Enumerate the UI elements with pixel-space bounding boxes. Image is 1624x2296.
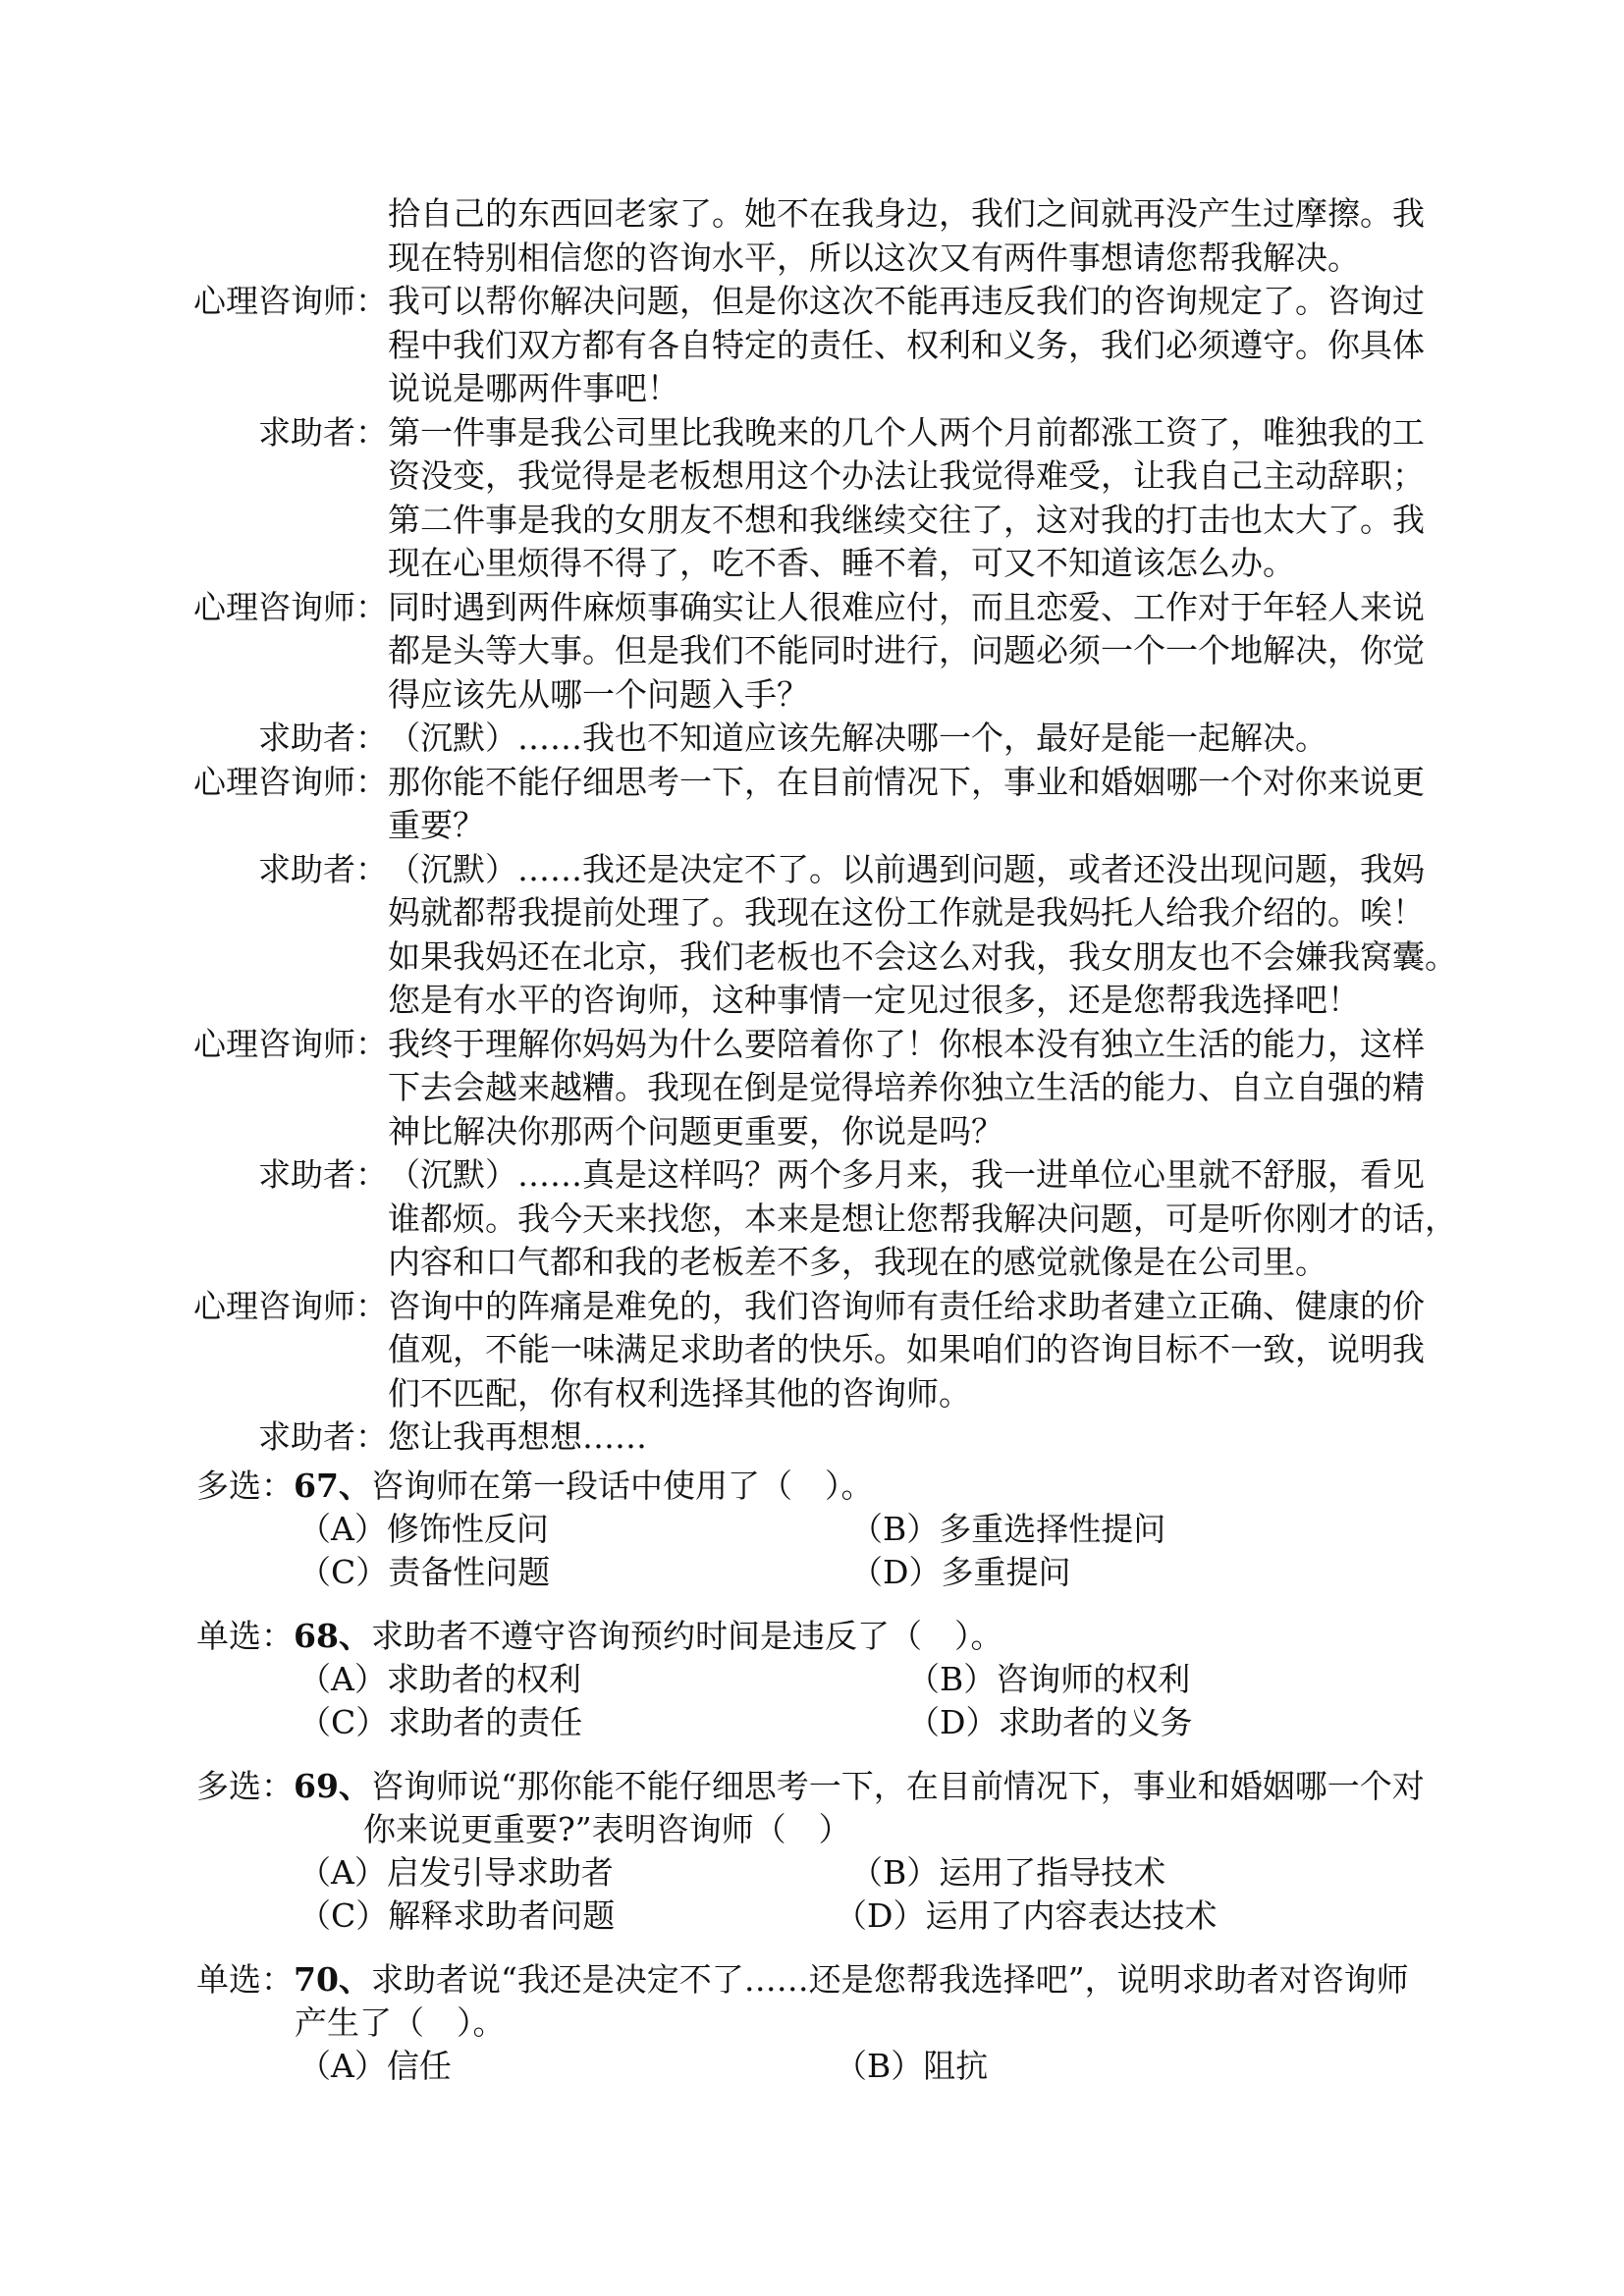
question-number: 68、 — [294, 1617, 371, 1655]
speaker-label: 心理咨询师： — [193, 1024, 388, 1063]
dialogue-turn — [187, 192, 1453, 280]
speech-text — [388, 761, 1453, 848]
speech-text — [388, 1153, 1457, 1285]
dialogue-turn — [187, 280, 1453, 411]
option-a[interactable]: （A）求助者的权利 — [298, 1660, 581, 1698]
option-b[interactable]: （B）阻抗 — [835, 2047, 989, 2085]
counseling-dialogue — [187, 192, 1457, 1460]
question-type: 多选： — [196, 1767, 294, 1805]
speech-line: 说说是哪两件事吧！ — [388, 369, 679, 407]
question-options — [196, 1851, 1463, 1938]
question-number: 70、 — [294, 1960, 371, 1999]
speaker-label: 求助者： — [258, 412, 388, 452]
speech-line: 下去会越来越糟。我现在倒是觉得培养你独立生活的能力、自立自强的精 — [388, 1068, 1425, 1106]
question-type: 单选： — [196, 1617, 294, 1655]
speech-line: 第一件事是我公司里比我晚来的几个人两个月前都涨工资了，唯独我的工 — [388, 412, 1425, 452]
question-type: 单选： — [196, 1960, 294, 1999]
option-b[interactable]: （B）多重选择性提问 — [850, 1510, 1166, 1548]
question-stem — [196, 1615, 1463, 1658]
speech-line: （沉默）……我还是决定不了。以前遇到问题，或者还没出现问题，我妈 — [388, 849, 1425, 888]
speech-line: 资没变，我觉得是老板想用这个办法让我觉得难受，让我自己主动辞职； — [388, 456, 1425, 495]
question-options — [196, 2045, 1463, 2131]
dialogue-turn — [187, 1153, 1457, 1285]
speech-text — [388, 280, 1453, 411]
speech-line: 们不匹配，你有权利选择其他的咨询师。 — [388, 1373, 971, 1413]
speech-text — [388, 717, 1453, 761]
speech-line: 现在特别相信您的咨询水平，所以这次又有两件事想请您帮我解决。 — [388, 238, 1360, 277]
question-69 — [196, 1765, 1463, 1938]
speech-line: 拾自己的东西回老家了。她不在我身边，我们之间就再没产生过摩擦。我 — [388, 194, 1425, 233]
dialogue-turn — [187, 717, 1453, 761]
dialogue-turn — [187, 1415, 1453, 1460]
question-68 — [196, 1615, 1463, 1744]
speech-line: 现在心里烦得不得了，吃不香、睡不着，可又不知道该怎么办。 — [388, 544, 1295, 582]
speech-line: 我可以帮你解决问题，但是你这次不能再违反我们的咨询规定了。咨询过 — [388, 282, 1425, 320]
speech-line: 值观，不能一味满足求助者的快乐。如果咱们的咨询目标不一致，说明我 — [388, 1330, 1425, 1368]
speech-line: 都是头等大事。但是我们不能同时进行，问题必须一个一个地解决，你觉 — [388, 631, 1425, 669]
speech-line: 第二件事是我的女朋友不想和我继续交往了，这对我的打击也太大了。我 — [388, 500, 1425, 539]
question-type: 多选： — [196, 1467, 294, 1505]
speech-line: 如果我妈还在北京，我们老板也不会这么对我，我女朋友也不会嫌我窝囊。 — [388, 936, 1457, 976]
dialogue-turn — [187, 1023, 1453, 1154]
speech-line: 我终于理解你妈妈为什么要陪着你了！你根本没有独立生活的能力，这样 — [388, 1024, 1425, 1063]
speaker-label: 求助者： — [258, 1417, 388, 1456]
speaker-label: 心理咨询师： — [193, 762, 388, 801]
speech-text — [388, 411, 1453, 586]
question-70 — [196, 1958, 1463, 2131]
speech-line: 内容和口气都和我的老板差不多，我现在的感觉就像是在公司里。 — [388, 1243, 1327, 1281]
option-a[interactable]: （A）修饰性反问 — [298, 1510, 549, 1548]
question-stem — [196, 1958, 1463, 2045]
speech-line: 谁都烦。我今天来找您，本来是想让您帮我解决问题，可是听你刚才的话， — [388, 1199, 1457, 1238]
speech-text — [388, 848, 1457, 1023]
speaker-label: 求助者： — [258, 849, 388, 888]
speech-line: （沉默）……真是这样吗？两个多月来，我一进单位心里就不舒服，看见 — [388, 1155, 1425, 1194]
speaker-label: 心理咨询师： — [193, 587, 388, 626]
option-d[interactable]: （D）求助者的义务 — [907, 1703, 1193, 1741]
speech-line: 您是有水平的咨询师，这种事情一定见过很多，还是您帮我选择吧！ — [388, 981, 1360, 1019]
question-67 — [196, 1465, 1463, 1594]
option-c[interactable]: （C）责备性问题 — [298, 1553, 551, 1591]
question-text-continued: 你来说更重要?”表明咨询师（ ） — [363, 1810, 851, 1848]
question-stem — [196, 1465, 1463, 1508]
speech-text — [388, 586, 1453, 718]
option-b[interactable]: （B）运用了指导技术 — [850, 1853, 1166, 1892]
speaker-label: 心理咨询师： — [193, 1286, 388, 1325]
dialogue-turn — [187, 1285, 1453, 1416]
speech-line: 您让我再想想…… — [388, 1417, 647, 1456]
option-d[interactable]: （D）多重提问 — [850, 1553, 1071, 1591]
dialogue-turn — [187, 586, 1453, 718]
dialogue-turn — [187, 411, 1453, 586]
speech-line: 同时遇到两件麻烦事确实让人很难应付，而且恋爱、工作对于年轻人来说 — [388, 587, 1425, 626]
question-text: 求助者不遵守咨询预约时间是违反了（ ）。 — [370, 1617, 1003, 1655]
speech-line: （沉默）……我也不知道应该先解决哪一个，最好是能一起解决。 — [388, 719, 1327, 757]
option-b[interactable]: （B）咨询师的权利 — [907, 1660, 1191, 1698]
speech-text — [388, 1023, 1453, 1154]
option-c[interactable]: （C）求助者的责任 — [298, 1703, 583, 1741]
speech-line: 咨询中的阵痛是难免的，我们咨询师有责任给求助者建立正确、健康的价 — [388, 1286, 1425, 1325]
question-number: 67、 — [294, 1467, 371, 1505]
speech-line: 那你能不能仔细思考一下，在目前情况下，事业和婚姻哪一个对你来说更 — [388, 762, 1425, 801]
option-a[interactable]: （A）信任 — [298, 2047, 452, 2085]
speech-line: 重要？ — [388, 806, 485, 844]
question-stem — [196, 1765, 1463, 1851]
question-text-continued: 产生了（ ）。 — [295, 2003, 506, 2042]
question-number: 69、 — [294, 1767, 371, 1805]
speaker-label: 求助者： — [258, 1155, 388, 1194]
speech-line: 程中我们双方都有各自特定的责任、权利和义务，我们必须遵守。你具体 — [388, 325, 1425, 364]
option-c[interactable]: （C）解释求助者问题 — [298, 1896, 616, 1935]
option-d[interactable]: （D）运用了内容表达技术 — [835, 1896, 1218, 1935]
question-options — [196, 1508, 1463, 1594]
speaker-label: 求助者： — [258, 719, 388, 757]
dialogue-turn — [187, 848, 1457, 1023]
speech-line: 得应该先从哪一个问题入手？ — [388, 674, 809, 714]
speech-text — [388, 192, 1453, 280]
dialogue-turn — [187, 761, 1453, 848]
question-text: 咨询师说“那你能不能仔细思考一下，在目前情况下，事业和婚姻哪一个对 — [370, 1767, 1425, 1805]
speaker-label: 心理咨询师： — [193, 282, 388, 320]
speech-text — [388, 1285, 1453, 1416]
option-a[interactable]: （A）启发引导求助者 — [298, 1853, 614, 1892]
speech-line: 妈就都帮我提前处理了。我现在这份工作就是我妈托人给我介绍的。唉！ — [388, 893, 1425, 932]
speech-text — [388, 1415, 1453, 1460]
speech-line: 神比解决你那两个问题更重要，你说是吗？ — [388, 1111, 1003, 1150]
question-options — [196, 1658, 1463, 1744]
question-text: 咨询师在第一段话中使用了（ ）。 — [370, 1467, 874, 1505]
question-text: 求助者说“我还是决定不了……还是您帮我选择吧”，说明求助者对咨询师 — [370, 1960, 1409, 1999]
